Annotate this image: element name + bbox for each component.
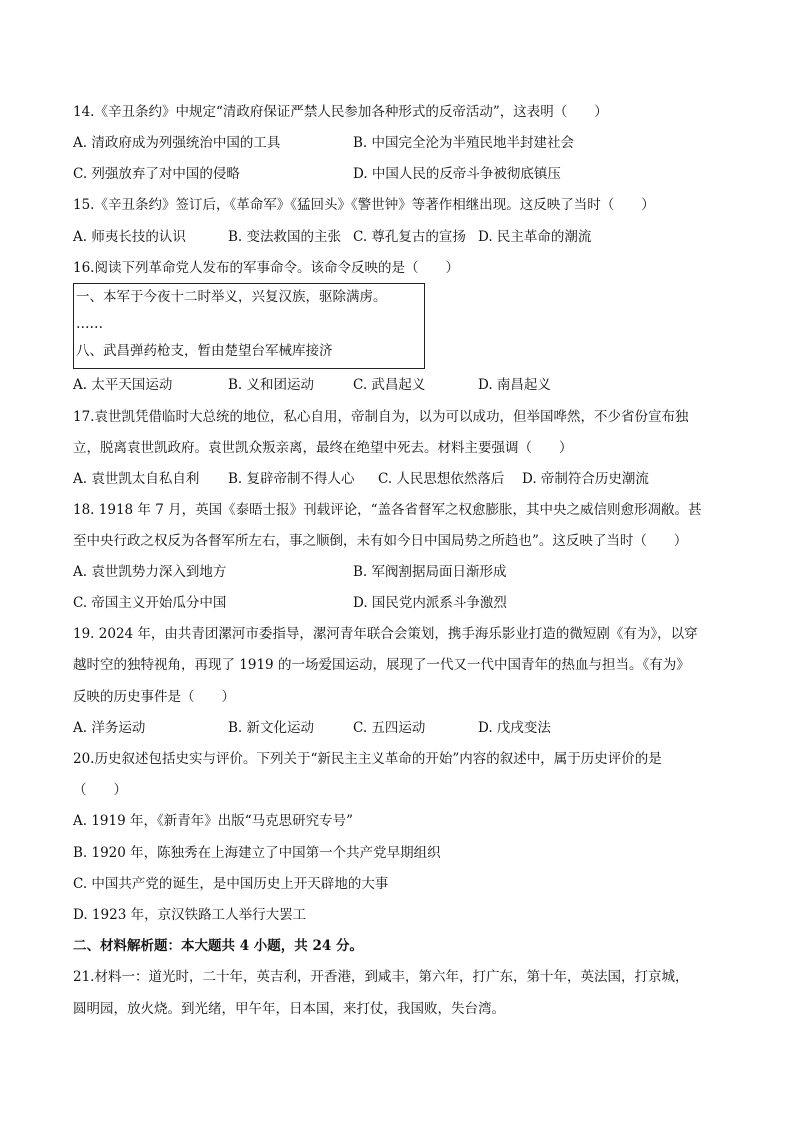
q15-option-c: C. 尊孔复古的宣扬 [353,229,466,245]
q20-option-b: B. 1920 年，陈独秀在上海建立了中国第一个共产党早期组织 [73,845,441,861]
q15-stem: 15.《辛丑条约》签订后，《革命军》《猛回头》《警世钟》等著作相继出现。这反映了当时（ ） [73,197,655,213]
q19-stem-line-1: 19. 2024 年，由共青团漯河市委指导，漯河青年联合会策划，携手海乐影业打造的微短剧《有为》，以穿 [73,626,698,642]
q20-option-d: D. 1923 年，京汉铁路工人举行大罢工 [73,907,307,923]
q17-stem-line-2: 立，脱离袁世凯政府。袁世凯众叛亲离，最终在绝望中死去。材料主要强调（ ） [73,440,573,456]
q16-material-box [73,283,425,369]
q21-material-line-2: 圆明园，放火烧。到光绪，甲午年，日本国，来打仗，我国败，失台湾。 [73,1001,505,1017]
q18-stem-line-1: 18. 1918 年 7 月，英国《泰晤士报》刊载评论，“盖各省督军之权愈膨胀，其中央之威信则愈形凋敝。甚 [73,502,702,518]
q16-option-a: A. 太平天国运动 [73,377,173,393]
q18-option-a: A. 袁世凯势力深入到地方 [73,564,227,580]
q21-material-line-1: 21.材料一：道光时，二十年，英吉利，开香港，到咸丰，第六年，打广东，第十年，英法国，打京城， [73,969,689,985]
q17-option-b: B. 复辟帝制不得人心 [228,471,355,487]
q14-option-b: B. 中国完全沦为半殖民地半封建社会 [353,135,575,151]
q18-stem-line-2: 至中央行政之权反为各督军所左右，事之顺倒，未有如今日中国局势之所趋也”。这反映了当时（ ） [73,533,688,549]
q18-option-b: B. 军阀割据局面日渐形成 [353,564,507,580]
q16-box-line-2: …… [76,316,103,332]
q16-option-c: C. 武昌起义 [353,377,426,393]
q14-option-a: A. 清政府成为列强统治中国的工具 [73,135,281,151]
q19-option-b: B. 新文化运动 [228,720,315,736]
q18-option-c: C. 帝国主义开始瓜分中国 [73,595,227,611]
q20-option-c: C. 中国共产党的诞生，是中国历史上开天辟地的大事 [73,876,389,892]
q19-stem-line-2: 越时空的独特视角，再现了 1919 的一场爱国运动，展现了一代又一代中国青年的热血与担当。《有为》 [73,657,690,673]
q16-stem: 16.阅读下列革命党人发布的军事命令。该命令反映的是（ ） [73,260,459,276]
q15-option-d: D. 民主革命的潮流 [478,229,592,245]
q19-option-c: C. 五四运动 [353,720,426,736]
q16-option-b: B. 义和团运动 [228,377,315,393]
q14-stem: 14.《辛丑条约》中规定“清政府保证严禁人民参加各种形式的反帝活动”，这表明（ ） [73,104,608,120]
q16-box-line-3: 八、武昌弹药枪支，暂由楚望台军械库接济 [76,343,333,359]
q15-option-a: A. 师夷长技的认识 [73,229,186,245]
q16-box-line-1: 一、本军于今夜十二时举义，兴复汉族，驱除满虏。 [76,289,387,305]
q14-option-c: C. 列强放弃了对中国的侵略 [73,166,240,182]
q17-option-d: D. 帝制符合历史潮流 [522,471,649,487]
q17-stem-line-1: 17.袁世凯凭借临时大总统的地位，私心自用，帝制自为，以为可以成功，但举国哗然，不少省份宣布独 [73,409,689,425]
q19-stem-line-3: 反映的历史事件是（ ） [73,689,235,705]
q16-option-d: D. 南昌起义 [478,377,551,393]
q20-stem-line-2: （ ） [73,782,127,798]
q17-option-c: C. 人民思想依然落后 [378,471,505,487]
q19-option-d: D. 戊戌变法 [478,720,551,736]
q18-option-d: D. 国民党内派系斗争激烈 [353,595,507,611]
q19-option-a: A. 洋务运动 [73,720,146,736]
q15-option-b: B. 变法救国的主张 [228,229,342,245]
q20-option-a: A. 1919 年，《新青年》出版“马克思研究专号” [73,813,354,829]
section-heading: 二、材料解析题：本大题共 4 小题，共 24 分。 [73,938,363,954]
q14-option-d: D. 中国人民的反帝斗争被彻底镇压 [353,166,561,182]
q17-option-a: A. 袁世凯太自私自利 [73,471,200,487]
q20-stem-line-1: 20.历史叙述包括史实与评价。下列关于“新民主主义革命的开始”内容的叙述中，属于历史评价的是 [73,751,662,767]
